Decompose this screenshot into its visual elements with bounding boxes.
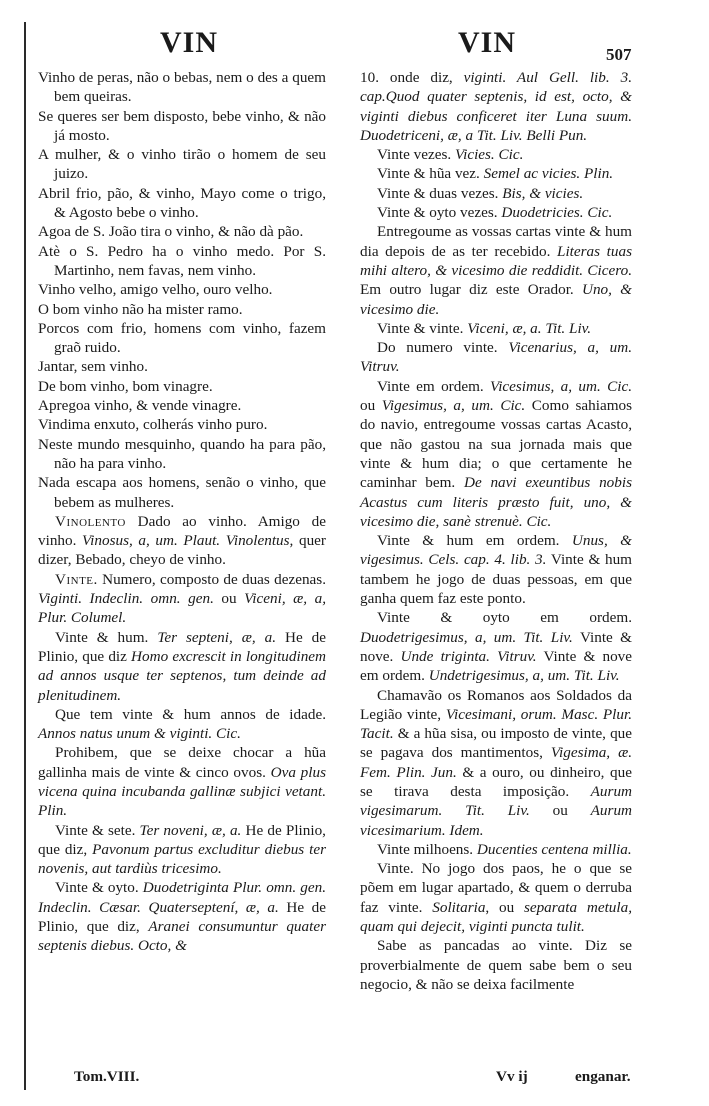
page-number: 507 <box>606 45 632 64</box>
latin-text: Quod quater septenis, id est, octo, & viginti diebus conficeret iter Luna suum. Duodetriceni, æ, a Tit. Liv. Belli Pun. <box>360 88 632 144</box>
sub-entry <box>360 184 632 203</box>
portuguese-text: Que tem vinte & hum annos de idade. <box>55 705 326 723</box>
portuguese-text: Vinte vezes. <box>377 146 455 164</box>
latin-text: viginti. Aul Gell. lib. 3. cap. <box>360 69 632 106</box>
portuguese-text: Vinte & vinte. <box>377 319 468 337</box>
portuguese-text: Vinte em ordem. <box>377 377 491 395</box>
proverb-entry <box>38 377 326 396</box>
portuguese-text: Sabe as pancadas ao vinte. Diz se proverbialmente de quem sabe bem o seu negocio, & não se deixa facilmente <box>360 937 632 993</box>
latin-text: Aranei consumuntur quater septenis diebus. Octo, & <box>38 918 326 955</box>
latin-text: Homo excrescit in longitudinem ad annos usque ter septenos, tum deinde ad plenitudinem. <box>38 647 326 704</box>
portuguese-text: Vinte & hũa vez. <box>377 165 484 183</box>
latin-text: Vicesimus, a, um. Cic. <box>490 377 632 395</box>
portuguese-text: Vinte & nove. <box>360 628 632 665</box>
latin-text: Viginti. Indeclin. omn. gen. <box>38 590 214 608</box>
latin-text: De navi exeuntibus nobis Acastus cum literis præsto fuit, uno, & vicesimo die, sanè strenuè. Cic. <box>360 474 632 530</box>
sub-entry <box>360 608 632 685</box>
sub-entry <box>360 531 632 608</box>
sub-entry <box>360 936 632 994</box>
portuguese-text: Porcos com frio, homens com vinho, fazem graõ ruido. <box>38 319 326 357</box>
sub-entry <box>360 203 632 222</box>
portuguese-text: Vinte & nove em ordem. <box>360 647 633 685</box>
proverb-entry <box>38 184 326 223</box>
proverb-entry <box>38 280 326 299</box>
latin-text: Undetrigesimus, a, um. Tit. Liv. <box>428 667 620 685</box>
left-column <box>38 68 326 956</box>
latin-text: Bis, & vicies. <box>502 184 584 202</box>
proverb-entry <box>38 242 326 281</box>
portuguese-text: Entregoume as vossas cartas vinte & hum dia depois de as ter recebido. <box>360 223 632 260</box>
latin-text: Ova plus vicena quina incubanda gallinæ subjici vetant. Plin. <box>38 763 326 820</box>
latin-text: Duodetriginta Plur. omn. gen. Indeclin. Cæsar. Quaterseptení, æ, a. <box>38 879 326 916</box>
latin-text: Annos natus unum & viginti. Cic. <box>38 725 241 743</box>
portuguese-text: Vinte & oyto vezes. <box>377 204 502 222</box>
latin-text: separata metula, quam qui dejecit, viginti puncta tulit. <box>360 898 632 936</box>
portuguese-text: Nada escapa aos homens, senão o vinho, que bebem as mulheres. <box>38 474 326 511</box>
proverb-entry <box>38 107 326 146</box>
sub-entry <box>360 145 632 164</box>
portuguese-text: A mulher, & o vinho tirão o homem de seu juizo. <box>38 146 326 183</box>
dictionary-entry <box>38 570 326 628</box>
latin-text: Duodetricies. Cic. <box>501 204 613 222</box>
proverb-entry <box>38 415 326 434</box>
proverb-entry <box>38 222 326 241</box>
sub-entry <box>38 705 326 744</box>
portuguese-text: Em outro lugar diz este Orador. <box>360 281 582 299</box>
catchword: enganar. <box>575 1068 631 1085</box>
sub-entry <box>360 68 632 145</box>
portuguese-text: Vinte & sete. <box>55 821 140 839</box>
portuguese-text: Vinte & oyto em ordem. <box>377 609 632 627</box>
portuguese-text: Vinte. No jogo dos paos, he o que se põem em lugar apartado, & quem o derruba faz vinte. <box>360 860 632 916</box>
portuguese-text: Se queres ser bem disposto, bebe vinho, & não já mosto. <box>38 107 326 144</box>
portuguese-text: Vindima enxuto, colherás vinho puro. <box>38 416 268 434</box>
sub-entry <box>360 686 632 840</box>
latin-text: Vicesimani, orum. Masc. Plur. Tacit. <box>360 705 632 743</box>
latin-text: Unde triginta. Vitruv. <box>400 647 537 665</box>
latin-text: Duodetrigesimus, a, um. Tit. Liv. <box>360 628 573 646</box>
latin-text: Aurum vicesimarium. Idem. <box>360 802 632 839</box>
latin-text: Vigesimus, a, um. Cic. <box>381 397 526 415</box>
portuguese-text: He de Plinio, que diz, <box>38 821 326 858</box>
sub-entry <box>360 377 632 531</box>
latin-text: Viceni, æ, a. Tit. Liv. <box>467 319 592 337</box>
running-head-left: VIN <box>160 26 219 59</box>
portuguese-text: Vinho de peras, não o bebas, nem o des a quem bem queiras. <box>38 69 326 106</box>
portuguese-text: Chamavão os Romanos aos Soldados da Legião vinte, <box>360 686 632 723</box>
latin-text: Vinosus, a, um. Plaut. Vinolentus, <box>82 532 294 550</box>
latin-text: Unus, & vigesimus. Cels. cap. 4. lib. 3. <box>360 532 632 569</box>
portuguese-text: ou <box>360 397 382 415</box>
portuguese-text: Vinte milhoens. <box>377 840 477 858</box>
sub-entry <box>360 222 632 318</box>
latin-text: Pavonum partus excluditur diebus ter novenis, aut tardiùs tricesimo. <box>38 840 326 878</box>
portuguese-text: & a ouro, ou dinheiro, que se tirava desta imposição. <box>360 763 632 800</box>
latin-text: Semel ac vicies. Plin. <box>483 165 614 183</box>
proverb-entry <box>38 319 326 358</box>
margin-rule <box>24 22 26 1090</box>
proverb-entry <box>38 357 326 376</box>
sub-entry <box>38 878 326 955</box>
sub-entry <box>38 743 326 820</box>
latin-text: Vigesima, æ. Fem. Plin. Jun. <box>360 744 632 781</box>
portuguese-text: ou <box>213 590 245 608</box>
portuguese-text: , ou <box>485 898 524 916</box>
proverb-entry <box>38 68 326 107</box>
sub-entry <box>38 628 326 705</box>
portuguese-text: He de Plinio, que diz, <box>38 898 326 936</box>
volume-line: Tom.VIII. <box>74 1068 140 1085</box>
portuguese-text: Numero, composto de duas dezenas. <box>97 570 326 588</box>
portuguese-text: Vinte & duas vezes. <box>377 184 503 202</box>
sub-entry <box>360 319 632 338</box>
sub-entry <box>360 164 632 183</box>
latin-text: Vicenarius, a, um. Vitruv. <box>360 339 633 376</box>
portuguese-text: & a hũa sisa, ou imposto de vinte, que se pagava dos mantimentos, <box>360 725 632 762</box>
right-column <box>360 68 632 994</box>
portuguese-text: Vinte & hum tambem he jogo de duas pessoas, em que ganha quem faz este ponto. <box>360 551 632 608</box>
signature-mark: Vv ij <box>496 1068 528 1085</box>
portuguese-text: quer dizer, Bebado, cheyo de vinho. <box>38 532 326 569</box>
portuguese-text: O bom vinho não ha mister ramo. <box>38 300 243 318</box>
portuguese-text: De bom vinho, bom vinagre. <box>38 377 213 395</box>
latin-text: Vicies. Cic. <box>454 146 524 164</box>
proverb-entry <box>38 300 326 319</box>
portuguese-text: He de Plinio, que diz <box>38 628 326 665</box>
portuguese-text: Apregoa vinho, & vende vinagre. <box>38 397 242 415</box>
sub-entry <box>360 840 632 859</box>
sub-entry <box>360 859 632 936</box>
portuguese-text: Vinho velho, amigo velho, ouro velho. <box>38 281 273 299</box>
portuguese-text: Jantar, sem vinho. <box>38 358 148 376</box>
latin-text: Solitaria <box>432 898 486 916</box>
sub-entry <box>360 338 632 377</box>
proverb-entry <box>38 145 326 184</box>
proverb-entry <box>38 473 326 512</box>
portuguese-text: Prohibem, que se deixe chocar a hũa gallinha mais de vinte & cinco ovos. <box>38 744 326 781</box>
proverb-entry <box>38 396 326 415</box>
running-head-right: VIN <box>458 26 517 59</box>
portuguese-text: Vinte & hum em ordem. <box>377 532 572 550</box>
portuguese-text: ou <box>529 802 591 820</box>
proverb-entry <box>38 435 326 474</box>
portuguese-text: 10. onde diz, <box>360 69 464 86</box>
portuguese-text: Agoa de S. João tira o vinho, & não dà pão. <box>38 223 304 241</box>
portuguese-text: Neste mundo mesquinho, quando ha para pão, não ha para vinho. <box>38 435 326 472</box>
portuguese-text: Dado ao vinho. Amigo de vinho. <box>38 512 326 550</box>
latin-text: Ter septeni, æ, a. <box>157 628 277 646</box>
portuguese-text: Como sahiamos do navio, entregoume vossas cartas Acasto, que não gastou na sua jornada mais que vinte & hum dia; o que certamente he caminhar bem. <box>360 397 633 492</box>
headword: Vinolento <box>55 512 126 530</box>
headword: Vinte. <box>55 570 98 588</box>
latin-text: Ducenties centena millia. <box>476 840 632 858</box>
latin-text: Uno, & vicesimo die. <box>360 281 632 318</box>
latin-text: Ter noveni, æ, a. <box>139 821 242 839</box>
portuguese-text: Vinte & oyto. <box>55 879 143 897</box>
portuguese-text: Abril frio, pão, & vinho, Mayo come o trigo, & Agosto bebe o vinho. <box>38 184 326 222</box>
portuguese-text: Do numero vinte. <box>377 339 509 357</box>
latin-text: Literas tuas mihi altero, & vicesimo die reddidit. Cicero. <box>360 242 632 279</box>
portuguese-text: Vinte & hum. <box>55 628 158 646</box>
latin-text: Viceni, æ, a, Plur. Columel. <box>38 590 327 627</box>
sub-entry <box>38 821 326 879</box>
portuguese-text: Atè o S. Pedro ha o vinho medo. Por S. Martinho, nem favas, nem vinho. <box>38 242 326 279</box>
dictionary-entry <box>38 512 326 570</box>
latin-text: Aurum vigesimarum. Tit. Liv. <box>360 782 632 820</box>
